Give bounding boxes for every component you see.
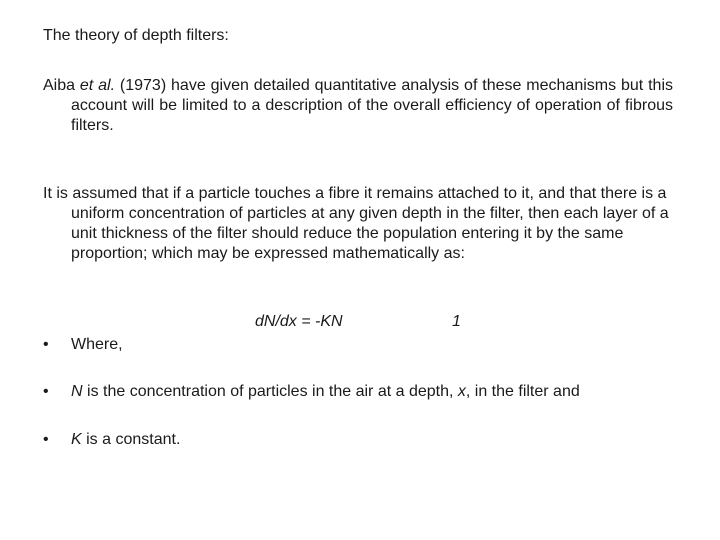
slide-heading: The theory of depth filters: [43, 27, 229, 44]
var-n: N [71, 383, 83, 400]
paragraph-aiba [43, 76, 673, 136]
n-def-text2: , in the filter and [465, 383, 580, 400]
var-x: x [457, 383, 466, 400]
bullet-dot: • [43, 336, 49, 353]
equation-number: 1 [452, 313, 461, 330]
bullet-dot: • [43, 431, 49, 448]
n-def-text1: is the concentration of particles in the air at a depth, [82, 383, 458, 400]
paragraph-assumption: It is assumed that if a particle touches a fibre it remains attached to it, and that there is a uniform concentration of particles at any given depth in the filter, then each layer of a unit thickness of the filter should reduce the population entering it by the same proportion; which may be expressed mathematically as: [43, 185, 669, 262]
bullet-where-text: Where, [71, 336, 123, 353]
bullet-k-text [71, 430, 180, 450]
equation: dN/dx = -KN [255, 313, 343, 330]
et-al: et al. [79, 77, 116, 94]
k-def-text: is a constant. [81, 431, 181, 448]
author-name: Aiba [43, 77, 80, 94]
bullet-dot: • [43, 383, 49, 400]
paragraph-aiba-rest: (1973) have given detailed quantitative analysis of these mechanisms but this account will be limited to a description of the overall efficiency of operation of fibrous filters. [71, 77, 674, 134]
bullet-n-text [71, 382, 580, 402]
var-k: K [71, 431, 82, 448]
